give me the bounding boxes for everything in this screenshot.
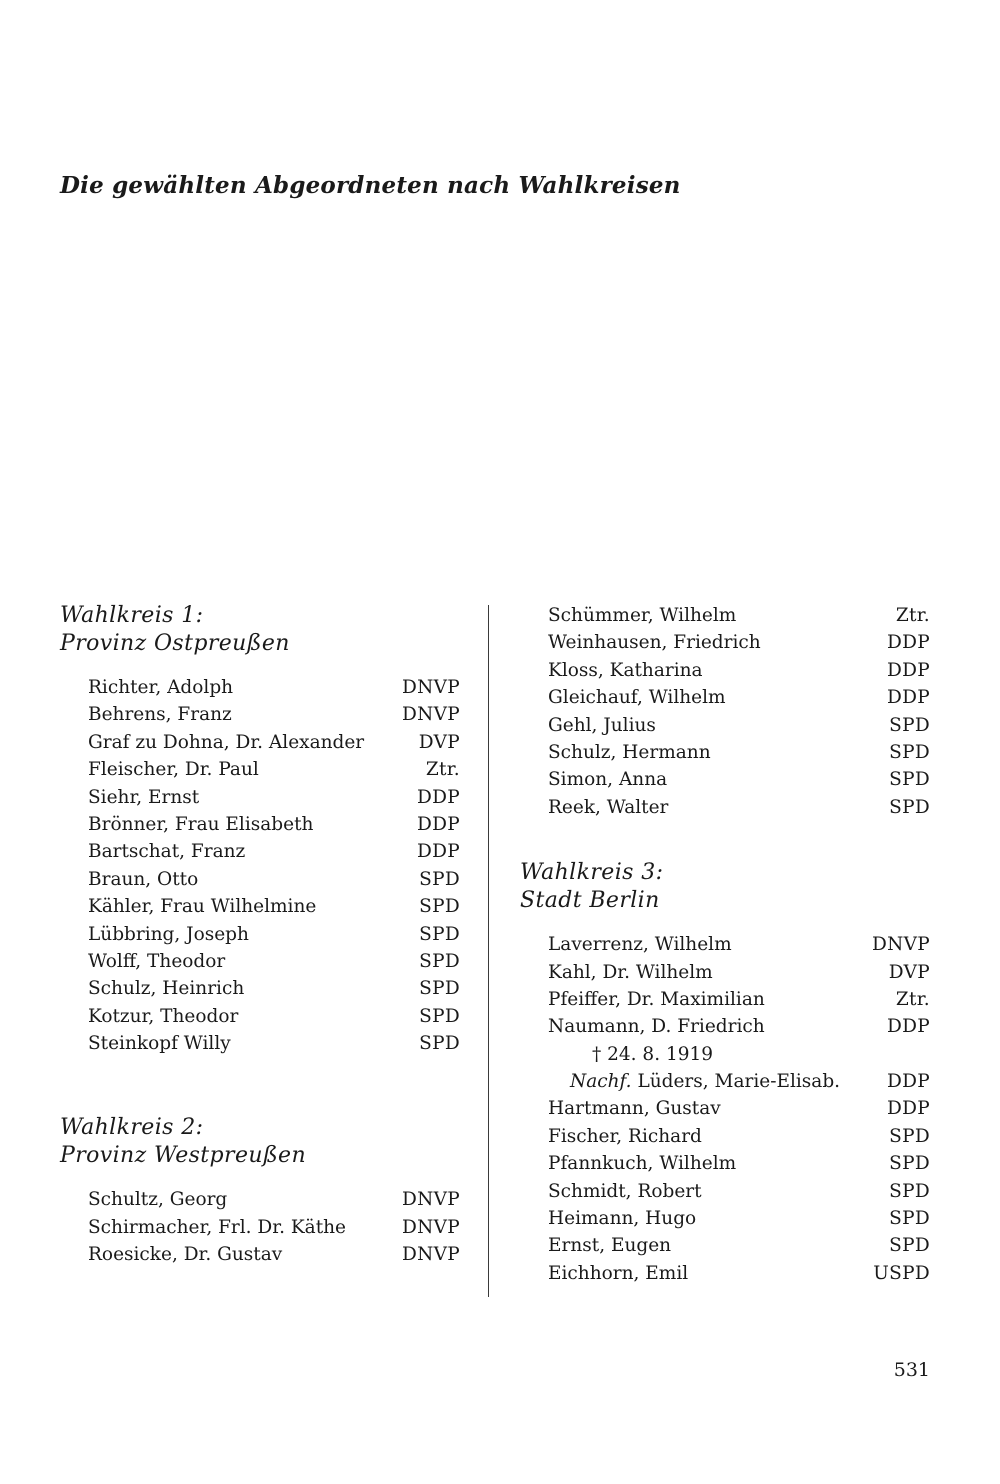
member-party: SPD <box>889 1125 930 1147</box>
member-party: Ztr. <box>895 988 930 1010</box>
successor-person: Lüders, Marie-Elisab. <box>631 1071 841 1093</box>
member-name: Schirmacher, Frl. Dr. Käthe <box>88 1216 346 1238</box>
member-name: Steinkopf Willy <box>88 1033 231 1055</box>
member-name: Kahl, Dr. Wilhelm <box>548 961 713 983</box>
member-row <box>548 959 930 986</box>
district-1-title <box>60 602 460 658</box>
member-name: Bartschat, Franz <box>88 841 246 863</box>
member-party: DDP <box>886 1098 930 1120</box>
district-3-name: Stadt Berlin <box>520 888 660 914</box>
member-party: DDP <box>886 1016 930 1038</box>
member-name: Gleichauf, Wilhelm <box>548 687 726 709</box>
district-1-number: Wahlkreis 1: <box>60 603 204 628</box>
right-column <box>520 602 930 1287</box>
member-party: SPD <box>419 923 460 945</box>
member-party: DVP <box>888 961 930 983</box>
member-name: Gehl, Julius <box>548 714 656 736</box>
member-name: Richter, Adolph <box>88 677 234 698</box>
member-name: Roesicke, Dr. Gustav <box>88 1244 283 1266</box>
member-name: Wolff, Theodor <box>88 950 226 972</box>
member-name: Kähler, Frau Wilhelmine <box>88 896 317 918</box>
member-party: DDP <box>886 687 930 709</box>
member-row <box>88 948 460 975</box>
member-name: Braun, Otto <box>88 868 199 890</box>
member-name: Lübbring, Joseph <box>88 923 249 945</box>
member-party: DNVP <box>401 677 460 698</box>
member-name: Pfeiffer, Dr. Maximilian <box>548 988 765 1010</box>
member-name: Kloss, Katharina <box>548 659 703 681</box>
member-row <box>548 684 930 711</box>
member-party: SPD <box>419 896 460 918</box>
member-party: DNVP <box>401 704 460 726</box>
member-row <box>548 986 930 1013</box>
member-name: Schulz, Hermann <box>548 741 711 763</box>
district-2-list <box>60 1186 460 1268</box>
member-party: DVP <box>418 731 460 753</box>
member-party: SPD <box>889 741 930 763</box>
member-row <box>548 602 930 629</box>
member-row <box>88 1030 460 1057</box>
district-2-title <box>60 1114 460 1170</box>
member-row <box>88 866 460 893</box>
district-3-list <box>520 931 930 1287</box>
district-1-list <box>60 674 460 1057</box>
left-column <box>60 602 460 1269</box>
member-row <box>88 1003 460 1030</box>
member-party: SPD <box>419 1005 460 1027</box>
member-row <box>88 756 460 783</box>
member-row <box>548 629 930 656</box>
member-name: Kotzur, Theodor <box>88 1005 239 1027</box>
member-row <box>88 1214 460 1241</box>
member-party: DDP <box>416 813 460 835</box>
member-party: SPD <box>419 868 460 890</box>
member-party: DNVP <box>401 1244 460 1266</box>
member-party: SPD <box>419 950 460 972</box>
member-row <box>548 1095 930 1122</box>
member-row <box>548 657 930 684</box>
member-name: Naumann, D. Friedrich <box>548 1016 765 1038</box>
member-row <box>88 1241 460 1268</box>
member-row <box>548 1013 930 1040</box>
page-heading: Die gewählten Abgeordneten nach Wahlkreisen <box>60 172 681 199</box>
member-party: DDP <box>886 659 930 681</box>
member-name: Laverrenz, Wilhelm <box>548 934 732 956</box>
member-party: SPD <box>889 1208 930 1230</box>
member-party: DNVP <box>871 934 930 956</box>
member-row <box>548 1123 930 1150</box>
member-row <box>88 838 460 865</box>
member-party: DDP <box>886 632 930 654</box>
death-note-row <box>548 1041 930 1068</box>
member-party: SPD <box>889 1180 930 1202</box>
member-row <box>548 1205 930 1232</box>
member-name: Reek, Walter <box>548 796 669 818</box>
successor-name <box>548 1068 840 1095</box>
member-row <box>548 766 930 793</box>
member-party: SPD <box>889 1235 930 1257</box>
member-name: Ernst, Eugen <box>548 1235 672 1257</box>
member-row <box>88 701 460 728</box>
member-name: Schümmer, Wilhelm <box>548 605 737 626</box>
member-row <box>548 931 930 958</box>
member-name: Hartmann, Gustav <box>548 1098 721 1120</box>
member-row <box>88 729 460 756</box>
member-row <box>548 1232 930 1259</box>
member-name: Pfannkuch, Wilhelm <box>548 1153 737 1175</box>
member-party: Ztr. <box>895 605 930 626</box>
column-divider <box>488 605 489 1297</box>
member-row <box>88 975 460 1002</box>
member-row <box>548 1178 930 1205</box>
member-party: Ztr. <box>425 759 460 781</box>
member-name: Simon, Anna <box>548 769 668 791</box>
death-note: † 24. 8. 1919 <box>592 1043 714 1065</box>
member-name: Schultz, Georg <box>88 1189 228 1211</box>
member-row <box>548 794 930 821</box>
district-2-number: Wahlkreis 2: <box>60 1115 204 1141</box>
member-name: Brönner, Frau Elisabeth <box>88 813 314 835</box>
member-row <box>88 674 460 701</box>
successor-row <box>548 1068 930 1095</box>
member-name: Eichhorn, Emil <box>548 1262 689 1284</box>
page-number: 531 <box>893 1359 930 1381</box>
member-party: DNVP <box>401 1189 460 1211</box>
successor-prefix: Nachf. <box>570 1071 632 1093</box>
member-party: DDP <box>416 786 460 808</box>
member-party: DDP <box>416 841 460 863</box>
member-name: Fleischer, Dr. Paul <box>88 759 259 781</box>
member-party: DNVP <box>401 1216 460 1238</box>
district-3-number: Wahlkreis 3: <box>520 860 664 886</box>
member-party: USPD <box>873 1262 930 1284</box>
member-row <box>88 784 460 811</box>
district-3-title <box>520 859 930 915</box>
member-party: SPD <box>889 714 930 736</box>
district-1-name: Provinz Ostpreußen <box>60 631 290 656</box>
member-party: SPD <box>419 978 460 1000</box>
member-name: Schulz, Heinrich <box>88 978 245 1000</box>
successor-party: DDP <box>886 1071 930 1093</box>
member-name: Graf zu Dohna, Dr. Alexander <box>88 731 365 753</box>
member-name: Heimann, Hugo <box>548 1208 697 1230</box>
member-row <box>88 921 460 948</box>
member-party: SPD <box>889 769 930 791</box>
member-name: Fischer, Richard <box>548 1125 702 1147</box>
member-name: Behrens, Franz <box>88 704 232 726</box>
member-name: Siehr, Ernst <box>88 786 200 808</box>
member-party: SPD <box>889 1153 930 1175</box>
member-row <box>548 739 930 766</box>
member-row <box>548 712 930 739</box>
member-row <box>548 1150 930 1177</box>
member-row <box>548 1260 930 1287</box>
member-row <box>88 811 460 838</box>
member-party: SPD <box>889 796 930 818</box>
member-row <box>88 893 460 920</box>
district-2-continued-list <box>520 602 930 821</box>
member-row <box>88 1186 460 1213</box>
district-2-name: Provinz Westpreußen <box>60 1143 307 1169</box>
member-name: Schmidt, Robert <box>548 1180 702 1202</box>
member-party: SPD <box>419 1033 460 1055</box>
member-name: Weinhausen, Friedrich <box>548 632 761 654</box>
